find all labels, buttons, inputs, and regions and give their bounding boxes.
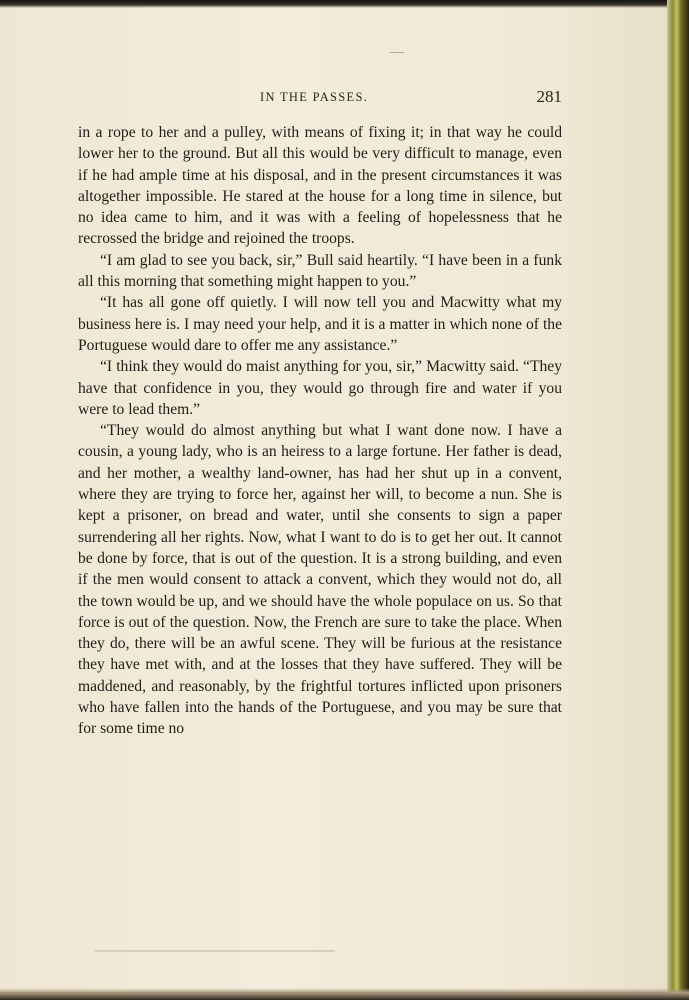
paragraph-1: in a rope to her and a pulley, with means of fixing it; in that way he could lower her to the ground. But all this would be very difficult to manage, even if he had ample time at his disposal, and in the present circumstances it was altogether impossible. He stared at the house for a long time in silence, but no idea came to him, and it was with a feeling of hopelessness that he recrossed the bridge and rejoined the troops. [78, 124, 562, 248]
page-mark [390, 52, 404, 53]
paragraph-4: “I think they would do maist anything for you, sir,” Macwitty said. “They have that confidence in you, they would go through fire and water if you were to lead them.” [78, 358, 562, 418]
top-page-edge [0, 0, 689, 8]
paragraph-2: “I am glad to see you back, sir,” Bull said heartily. “I have been in a funk all this morning that something might happen to you.” [78, 251, 562, 291]
body-text [78, 122, 562, 740]
book-spine-edge [667, 0, 689, 1000]
page-header [78, 87, 562, 110]
bottom-rule [95, 950, 335, 952]
running-title: IN THE PASSES. [260, 90, 369, 104]
bottom-page-edge [0, 988, 689, 1000]
page-number: 281 [536, 87, 562, 106]
paragraph-3: “It has all gone off quietly. I will now tell you and Macwitty what my business here is. I may need your help, and it is a matter in which none of the Portuguese would dare to offer me any assistance.” [78, 294, 562, 354]
paragraph-5: “They would do almost anything but what I want done now. I have a cousin, a young lady, who is an heiress to a large fortune. Her father is dead, and her mother, a wealthy land-owner, has had her shut up in a convent, where they are trying to force her, against her will, to become a nun. She is kept a prisoner, on bread and water, until she consents to sign a paper surrendering all her rights. Now, what I want to do is to get her out. It cannot be done by force, that is out of the question. It is a strong building, and even if the men would consent to attack a convent, which they would not do, all the town would be up, and we should have the whole populace on us. So that force is out of the question. Now, the French are sure to take the place. When they do, there will be an awful scene. They will be furious at the resistance they have met with, and at the losses that they have suffered. They will be maddened, and reasonably, by the frightful tortures inflicted upon prisoners who have fallen into the hands of the Portuguese, and you may be sure that for some time no [78, 422, 562, 738]
